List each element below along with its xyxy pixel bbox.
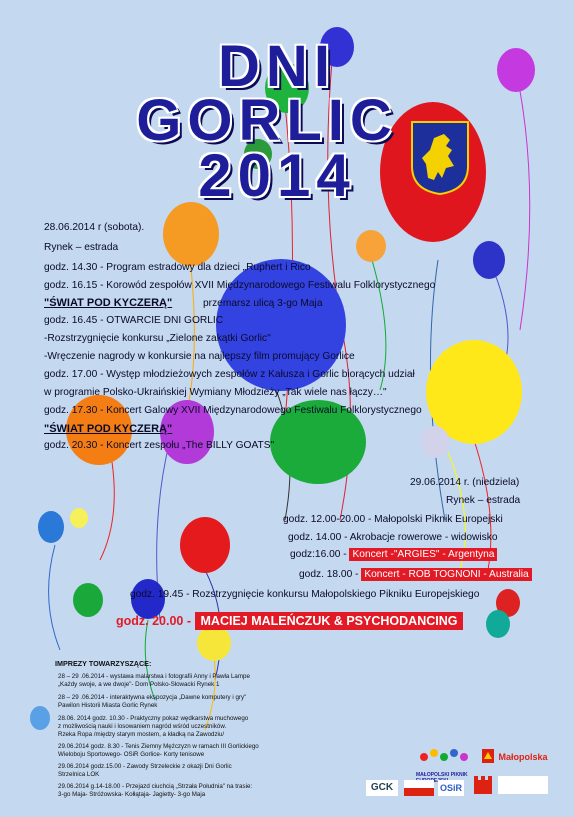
acc-item-3c: Rzeka Ropa /między starym mostem, a kładką na Zawodziu/	[58, 731, 225, 738]
acc-item-5: 29.06.2014 godz.15.00 - Zawody Strzeleckie z okazji Dni Gorlic	[58, 763, 232, 770]
day1-item-1: godz. 14.30 - Program estradowy dla dzieci „Ruphert i Rico	[44, 262, 311, 273]
day2-item-5: godz. 19.45 - Rozstrzygnięcie konkursu Małopolskiego Pikniku Europejskiego	[130, 589, 480, 600]
headline-concert: MACIEJ MALEŃCZUK & PSYCHODANCING	[195, 612, 464, 630]
day1-festival-row	[44, 297, 322, 309]
acc-item-2: 28 – 29 .06.2014 - interaktywna ekspozycja „Dawne komputery i gry"	[58, 694, 247, 701]
acc-item-4b: Wieloboju Sportowego- OSiR Gorlice- Korty tenisowe	[58, 751, 205, 758]
piknik-dots-icon	[416, 747, 476, 767]
acc-item-6b: 3-go Maja- Stróżowska- Kołłątaja- Jagietty- 3-go Maja	[58, 791, 206, 798]
day2-item-2: godz. 14.00 - Akrobacje rowerowe - widowisko	[288, 532, 498, 543]
acc-item-5b: Strzelnica LOK	[58, 771, 100, 778]
day2-place: Rynek – estrada	[446, 495, 521, 506]
acc-item-3: 28.06. 2014 godz. 10.30 - Praktyczny pokaz wędkarstwa muchowego	[58, 715, 249, 722]
day1-date: 28.06.2014 r (sobota).	[44, 222, 145, 233]
day1-item-6: godz. 17.00 - Występ młodzieżowych zespołów z Kałusza i Gorlic biorących udział	[44, 369, 415, 380]
day2-item-4: godz. 18.00 - Koncert - ROB TOGNONI - Australia	[299, 569, 532, 580]
acc-item-4: 29.06.2014 godz. 8.30 - Tenis Ziemny Mężczyzn w ramach III Gorlickiego	[58, 743, 259, 750]
gck-logo: GCK	[366, 780, 398, 796]
day2-date: 29.06.2014 r. (niedziela)	[410, 477, 520, 488]
acc-item-2b: Pawilon Historii Miasta Gorlic Rynek	[58, 702, 158, 709]
city-crest-logo	[472, 774, 494, 796]
acc-item-1b: „Każdy swoje, a we dwoje"- Dom Polsko-Słowacki Rynek 1	[58, 681, 220, 688]
acc-item-3b: z możliwością nauki i losowaniem nagród wśród uczestników.	[58, 723, 227, 730]
acc-item-6: 29.06.2014 g.14-18.00 - Przejazd ciuchcią „Strzała Południa" na trasie:	[58, 783, 253, 790]
argies-concert: Koncert -"ARGIES" - Argentyna	[349, 548, 497, 561]
day2-item-3: godz:16.00 - Koncert -"ARGIES" - Argentyna	[290, 549, 497, 560]
osir-logo: OSiR	[438, 780, 464, 796]
flag-logo	[404, 780, 434, 796]
day1-item-2: godz. 16.15 - Korowód zespołów XVII Międzynarodowego Festiwalu Folklorystycznego	[44, 280, 436, 291]
malopolska-logo: Małopolska	[482, 747, 552, 769]
title-line-3: 2014	[198, 142, 356, 209]
day2-item-6: godz. 20.00 - MACIEJ MALEŃCZUK & PSYCHODANCING	[116, 614, 463, 628]
day1-item-7: w programie Polsko-Ukraińskiej Wymiany Młodzieży „Tak wiele nas łączy…"	[44, 387, 387, 398]
gorlice-coat-of-arms	[410, 120, 470, 196]
parade-route: przemarsz ulicą 3-go Maja	[203, 298, 323, 309]
acc-item-1: 28 – 29 .06.2014 - wystawa malarstwa i fotografii Anny i Pawła Lampe	[58, 673, 250, 680]
flag-icon	[404, 780, 434, 796]
day1-place: Rynek – estrada	[44, 242, 119, 253]
castle-icon	[472, 774, 494, 796]
title-line-1: DNI	[218, 34, 336, 99]
day1-item-4: -Rozstrzygnięcie konkursu „Zielone zakątki Gorlic"	[44, 333, 271, 344]
partner-logo	[498, 776, 548, 794]
festival-name-2: "ŚWIAT POD KYCZERĄ"	[44, 423, 173, 435]
accompanying-heading: IMPREZY TOWARZYSZĄCE:	[55, 659, 152, 668]
day1-item-8: godz. 17.30 - Koncert Galowy XVII Międzynarodowego Festiwalu Folklorystycznego	[44, 405, 422, 416]
day1-item-9: godz. 20.30 - Koncert zespołu „The BILLY GOATS"	[44, 440, 275, 451]
malopolska-crest-icon	[482, 749, 494, 763]
festival-name: "ŚWIAT POD KYCZERĄ"	[44, 297, 173, 309]
day2-item-1: godz. 12.00-20.00 - Małopolski Piknik Europejski	[283, 514, 503, 525]
rob-tognoni-concert: Koncert - ROB TOGNONI - Australia	[361, 568, 531, 581]
day1-item-5: -Wręczenie nagrody w konkursie na najlepszy film promujący Gorlice	[44, 351, 355, 362]
title-line-2: GORLIC	[136, 88, 398, 153]
day1-item-3: godz. 16.45 - OTWARCIE DNI GORLIC	[44, 315, 224, 326]
piknik-logo: MAŁOPOLSKI PIKNIK	[416, 747, 476, 779]
